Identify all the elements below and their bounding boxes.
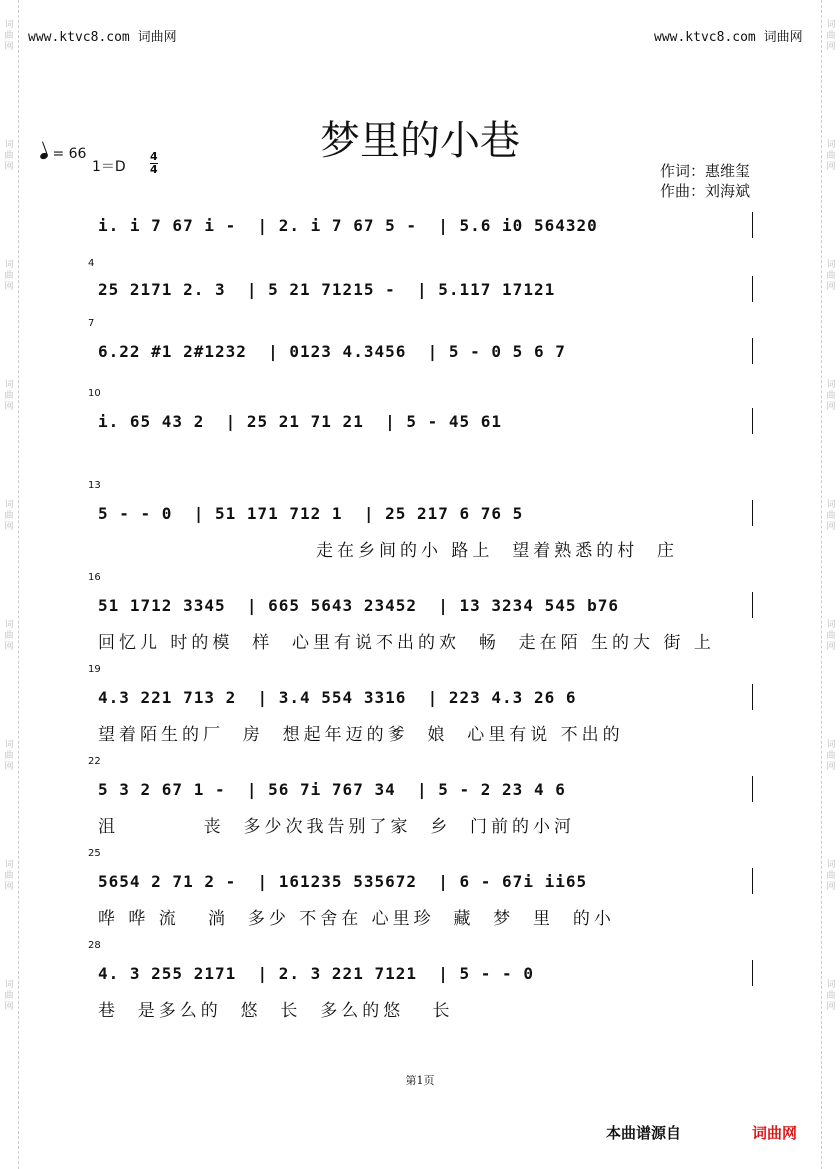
side-watermark: 词曲网 xyxy=(826,20,836,52)
lyrics-line: 沮 丧 多少次我告别了家 乡 门前的小河 xyxy=(98,817,576,837)
side-watermark: 词曲网 xyxy=(826,380,836,412)
side-watermark: 词曲网 xyxy=(826,140,836,172)
side-watermark: 词曲网 xyxy=(826,980,836,1012)
song-title: 梦里的小巷 xyxy=(320,117,520,164)
jianpu-notes: 6.22 #1 2#1232 | 0123 4.3456 | 5 - 0 5 6 7 xyxy=(98,342,566,361)
side-watermark: 词曲网 xyxy=(4,860,14,892)
lyrics-line: 回忆儿 时的模 样 心里有说不出的欢 畅 走在陌 生的大 街 上 xyxy=(98,633,715,653)
page-number: 第1页 xyxy=(405,1074,435,1087)
measure-number: 28 xyxy=(88,940,101,951)
lyrics-line: 走在乡间的小 路上 望着熟悉的村 庄 xyxy=(316,541,679,561)
jianpu-notes: 4. 3 255 2171 | 2. 3 221 7121 | 5 - - 0 xyxy=(98,964,534,983)
end-barline xyxy=(752,868,753,894)
end-barline xyxy=(752,276,753,302)
side-watermark: 词曲网 xyxy=(826,620,836,652)
end-barline xyxy=(752,338,753,364)
lyrics-line: 哗 哗 流 淌 多少 不舍在 心里珍 藏 梦 里 的小 xyxy=(98,909,615,929)
end-barline xyxy=(752,592,753,618)
lyricist: 作词：惠维玺 xyxy=(660,162,751,180)
side-watermark: 词曲网 xyxy=(4,20,14,52)
jianpu-notes: 51 1712 3345 | 665 5643 23452 | 13 3234 545 b76 xyxy=(98,596,620,615)
side-watermark: 词曲网 xyxy=(826,740,836,772)
measure-number: 13 xyxy=(88,480,101,491)
time-signature xyxy=(150,151,158,176)
end-barline xyxy=(752,408,753,434)
meter-bottom: 4 xyxy=(150,163,158,176)
jianpu-notes: i. i 7 67 i - | 2. i 7 67 5 - | 5.6 i0 564320 xyxy=(98,216,598,235)
measure-number: 4 xyxy=(88,258,95,269)
left-margin-strip xyxy=(0,0,19,1169)
jianpu-notes: i. 65 43 2 | 25 21 71 21 | 5 - 45 61 xyxy=(98,412,503,431)
tempo-value: = 66 xyxy=(52,146,87,162)
measure-number: 19 xyxy=(88,664,101,675)
side-watermark: 词曲网 xyxy=(4,980,14,1012)
composer: 作曲：刘海斌 xyxy=(660,182,751,200)
side-watermark: 词曲网 xyxy=(4,380,14,412)
jianpu-notes: 5 - - 0 | 51 171 712 1 | 25 217 6 76 5 xyxy=(98,504,524,523)
measure-number: 10 xyxy=(88,388,101,399)
jianpu-notes: 5 3 2 67 1 - | 56 7i 767 34 | 5 - 2 23 4 6 xyxy=(98,780,566,799)
measure-number: 25 xyxy=(88,848,101,859)
measure-number: 22 xyxy=(88,756,101,767)
end-barline xyxy=(752,500,753,526)
side-watermark: 词曲网 xyxy=(4,500,14,532)
side-watermark: 词曲网 xyxy=(826,260,836,292)
measure-number: 7 xyxy=(88,318,95,329)
jianpu-notes: 5654 2 71 2 - | 161235 535672 | 6 - 67i ii65 xyxy=(98,872,588,891)
side-watermark: 词曲网 xyxy=(4,740,14,772)
jianpu-notes: 4.3 221 713 2 | 3.4 554 3316 | 223 4.3 26 6 xyxy=(98,688,577,707)
source-brand-link[interactable]: 词曲网 xyxy=(752,1124,798,1142)
side-watermark: 词曲网 xyxy=(4,260,14,292)
right-margin-strip xyxy=(821,0,840,1169)
key-signature: 1＝D xyxy=(92,159,126,175)
measure-number: 16 xyxy=(88,572,101,583)
side-watermark: 词曲网 xyxy=(826,500,836,532)
meter-top: 4 xyxy=(150,150,158,163)
end-barline xyxy=(752,776,753,802)
tempo-marking xyxy=(40,146,86,162)
credits xyxy=(660,161,750,201)
quarter-note-icon xyxy=(39,152,49,160)
jianpu-notes: 25 2171 2. 3 | 5 21 71215 - | 5.117 17121 xyxy=(98,280,556,299)
site-link-right[interactable]: www.ktvc8.com 词曲网 xyxy=(654,30,803,45)
lyrics-line: 望着陌生的厂 房 想起年迈的爹 娘 心里有说 不出的 xyxy=(98,725,624,745)
lyrics-line: 巷 是多么的 悠 长 多么的悠 长 xyxy=(98,1001,454,1021)
end-barline xyxy=(752,684,753,710)
end-barline xyxy=(752,212,753,238)
side-watermark: 词曲网 xyxy=(4,140,14,172)
source-label: 本曲谱源自 xyxy=(606,1124,682,1142)
side-watermark: 词曲网 xyxy=(826,860,836,892)
side-watermark: 词曲网 xyxy=(4,620,14,652)
end-barline xyxy=(752,960,753,986)
site-link-left[interactable]: www.ktvc8.com 词曲网 xyxy=(28,30,177,45)
